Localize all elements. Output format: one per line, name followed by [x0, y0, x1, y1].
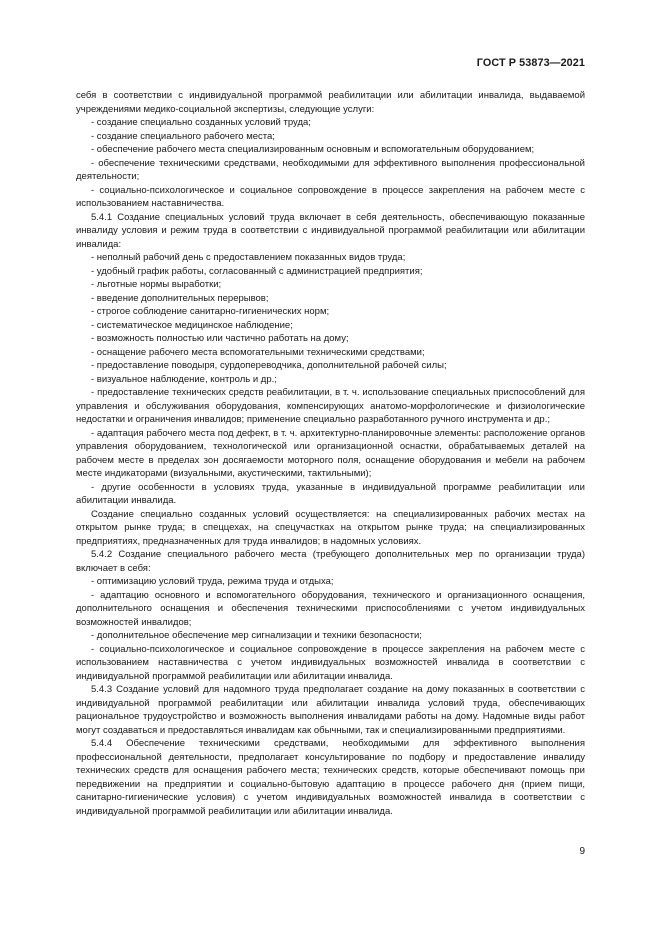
paragraph: 5.4.1 Создание специальных условий труда включает в себя деятельность, обеспечивающую показанные инвалиду условия и режим труда в соответствии с индивидуальной программой реабилитации или абилитации инвалида:	[76, 211, 585, 250]
paragraph: Создание специально созданных условий осуществляется: на специализированных рабочих местах на открытом рынке труда; в спеццехах, на спецучастках на открытом рынке труда; на специализированных предприятиях, предназначенных для труда инвалидов; в надомных условиях.	[76, 508, 585, 547]
paragraph: - введение дополнительных перерывов;	[91, 292, 269, 304]
paragraph: - адаптацию основного и вспомогательного оборудования, технического и организационного оснащения, дополнительного оснащения и обеспечения техническими приспособлениями с учетом индивидуальных возможностей инвалидов;	[76, 589, 585, 628]
paragraph: - строгое соблюдение санитарно-гигиенических норм;	[91, 306, 330, 317]
paragraph: - возможность полностью или частично работать на дому;	[91, 333, 349, 344]
paragraph: - неполный рабочий день с предоставлением показанных видов труда;	[91, 252, 406, 263]
paragraph: 5.4.3 Создание условий для надомного труда предполагает создание на дому показанных в соответствии с индивидуальной программой реабилитации или абилитации инвалида условий труда, обеспечивающих рациональное трудоустройство и возможность выполнения инвалидами работы на дому. Надомные виды работ могут создаваться и предоставляться инвалидам как обычными, так и специализированными предприятиями.	[76, 684, 585, 736]
document-body	[76, 89, 585, 818]
paragraph: - создание специального рабочего места;	[91, 130, 275, 142]
paragraph: - дополнительное обеспечение мер сигнализации и техники безопасности;	[91, 630, 422, 641]
paragraph: - систематическое медицинское наблюдение;	[91, 319, 293, 331]
paragraph: - удобный график работы, согласованный с администрацией предприятия;	[91, 265, 423, 277]
paragraph: - создание специально созданных условий труда;	[91, 117, 311, 128]
paragraph: 5.4.4 Обеспечение техническими средствами, необходимыми для эффективного выполнения профессиональной деятельности, предполагает консультирование по подбору и предоставление инвалиду технических средств для оснащения рабочего места; технических средств, которые обеспечивают помощь при передвижении на предприятии и социально-бытовую адаптацию в процессе рабочего дня (прием пищи, санитарно-гигиенические условия) с учетом индивидуальных возможностей инвалида в соответствии с индивидуальной программой реабилитации или абилитации инвалида.	[76, 738, 585, 817]
paragraph: - оснащение рабочего места вспомогательными техническими средствами;	[91, 346, 425, 358]
paragraph: - обеспечение техническими средствами, необходимыми для эффективного выполнения профессиональной деятельности;	[76, 157, 585, 182]
paragraph: - социально-психологическое и социальное сопровождение в процессе закрепления на рабочем месте с использованием наставничества с учетом индивидуальных возможностей инвалида в соответствии с индивидуальной программой реабилитации или абилитации инвалида.	[76, 643, 585, 682]
paragraph: себя в соответствии с индивидуальной программой реабилитации или абилитации инвалида, выдаваемой учреждениями медико-социальной экспертизы, следующие услуги:	[76, 90, 585, 115]
paragraph: - льготные нормы выработки;	[91, 279, 222, 290]
paragraph: 5.4.2 Создание специального рабочего места (требующего дополнительных мер по организации труда) включает в себя:	[76, 549, 585, 574]
paragraph: - обеспечение рабочего места специализированным основным и вспомогательным оборудованием;	[91, 144, 535, 155]
paragraph: - адаптация рабочего места под дефект, в т. ч. архитектурно-планировочные элементы: расположение органов управления оборудованием, технологической или организационной оснастки, обрабатываемых деталей на рабочем месте в пределах зон досягаемости моторного поля, оснащение оборудования и мебели на рабочем месте индикаторами (визуальными, акустическими, тактильными);	[76, 427, 585, 479]
paragraph: - визуальное наблюдение, контроль и др.;	[91, 373, 277, 385]
paragraph: - социально-психологическое и социальное сопровождение в процессе закрепления на рабочем месте с использованием наставничества.	[76, 184, 585, 209]
standard-code: ГОСТ Р 53873—2021	[476, 57, 585, 69]
paragraph: - предоставление технических средств реабилитации, в т. ч. использование специальных приспособлений для управления и обслуживания оборудования, компенсирующих анатомо-морфологические и физиологические недостатки и ограничения инвалидов; применение специально разработанного ручного инструмента и др.;	[76, 387, 585, 425]
paragraph: - оптимизацию условий труда, режима труда и отдыха;	[91, 576, 334, 587]
paragraph: - предоставление поводыря, сурдопереводчика, дополнительной рабочей силы;	[91, 360, 447, 371]
page-number: 9	[579, 846, 585, 857]
paragraph: - другие особенности в условиях труда, указанные в индивидуальной программе реабилитации или абилитации инвалида.	[76, 481, 585, 506]
